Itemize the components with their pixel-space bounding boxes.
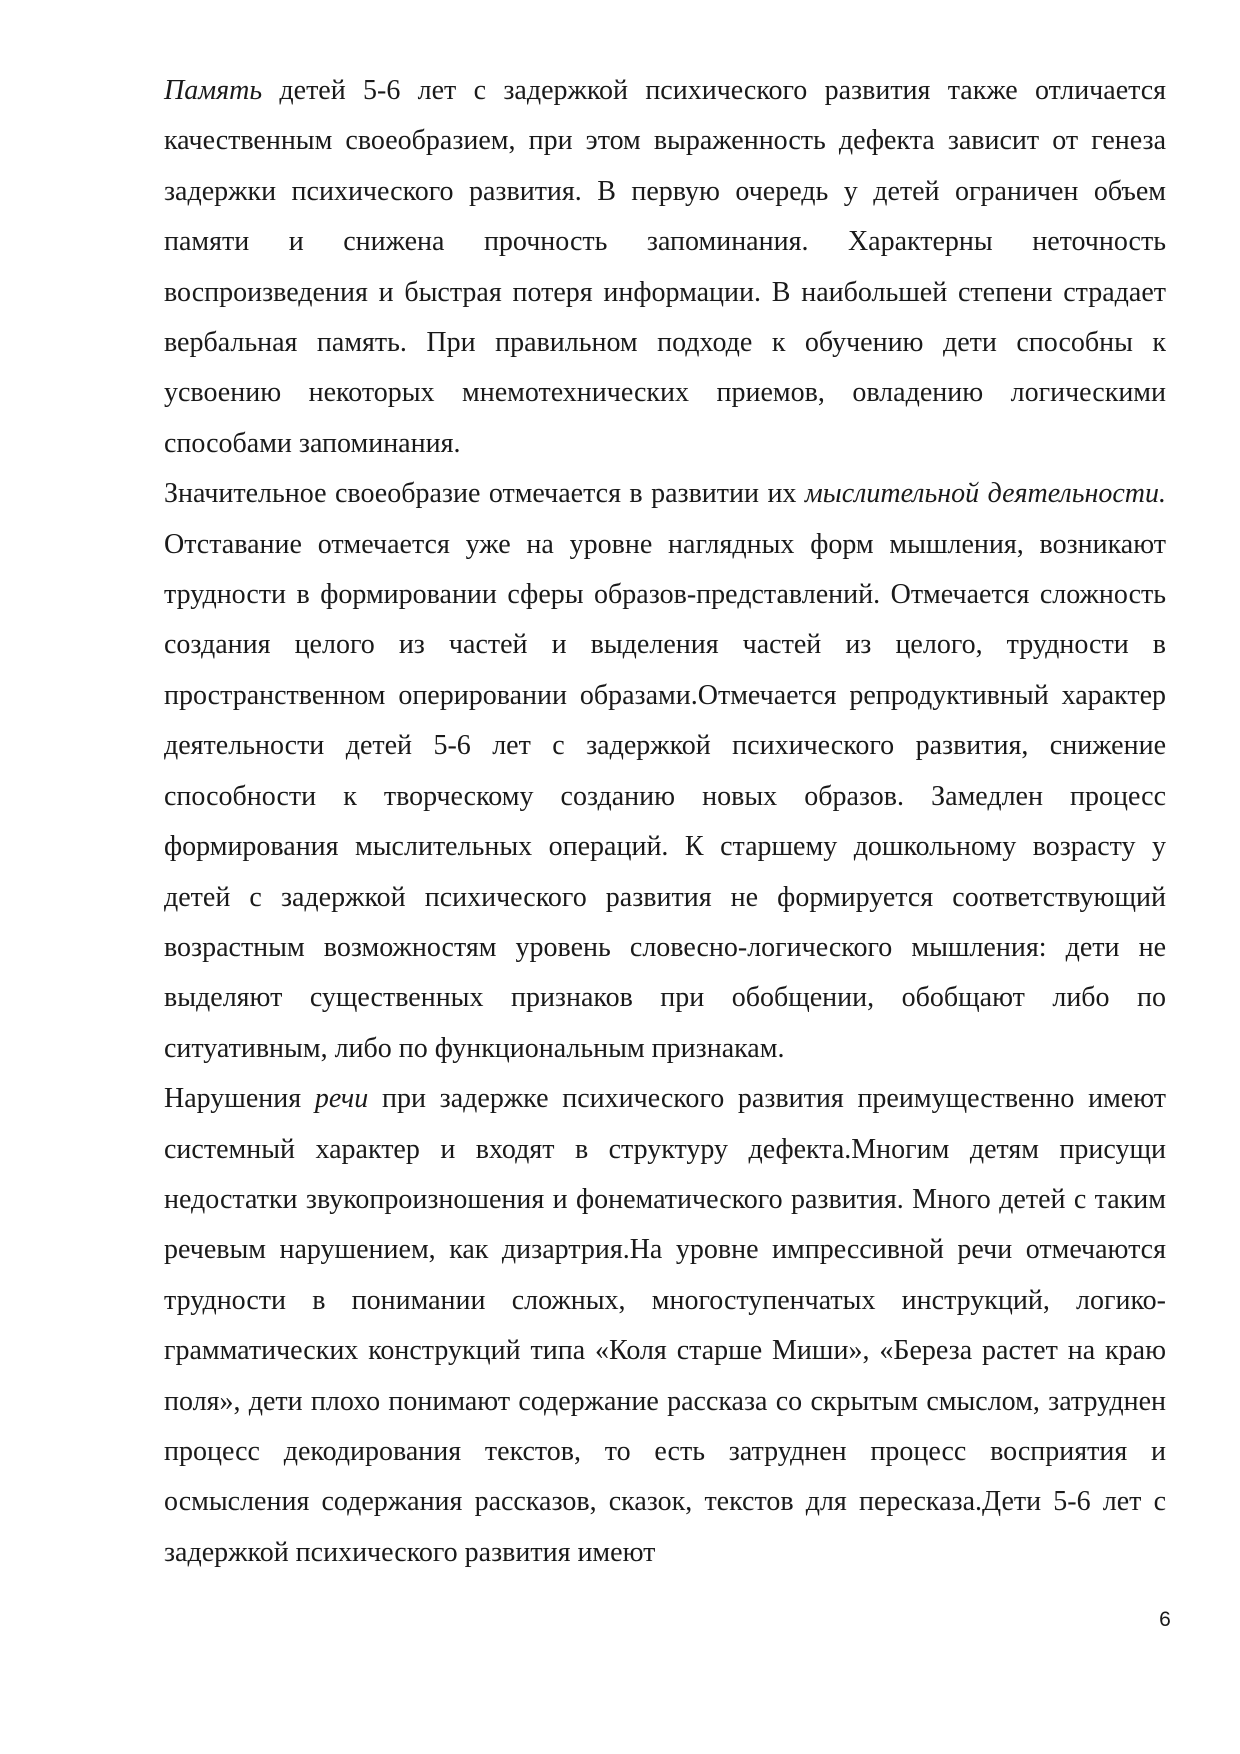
italic-term-memory: Память — [164, 75, 263, 106]
italic-term-speech: речи — [314, 1083, 369, 1115]
page-number: 6 — [1159, 1608, 1171, 1631]
italic-term-thinking: мыслительной деятельности. — [804, 478, 1166, 510]
document-body — [164, 66, 1166, 1578]
paragraph-text: Нарушения — [164, 1083, 315, 1115]
paragraph-speech — [164, 1074, 1166, 1578]
paragraph-text: Отставание отмечается уже на уровне наглядных форм мышления, возникают трудности в формировании сферы образов-представлений. Отмечается сложность создания целого из частей и выделения частей из целого, трудности в пространственном оперировании образами.Отмечается репродуктивный характер деятельности детей 5-6 лет с задержкой психического развития, снижение способности к творческому созданию новых образов. Замедлен процесс формирования мыслительных операций. К старшему дошкольному возрасту у детей с задержкой психического развития не формируется соответствующий возрастным возможностям уровень словесно-логического мышления: дети не выделяют существенных признаков при обобщении, обобщают либо по ситуативным, либо по функциональным признакам. — [164, 528, 1166, 1064]
paragraph-memory — [164, 66, 1166, 469]
paragraph-text: при задержке психического развития преимущественно имеют системный характер и входят в структуру дефекта.Многим детям присущи недостатки звукопроизношения и фонематического развития. Много детей с таким речевым нарушением, как дизартрия.На уровне импрессивной речи отмечаются трудности в понимании сложных, многоступенчатых инструкций, логико-грамматических конструкций типа «Коля старше Миши», «Береза растет на краю поля», дети плохо понимают содержание рассказа со скрытым смыслом, затруднен процесс декодирования текстов, то есть затруднен процесс восприятия и осмысления содержания рассказов, сказок, текстов для пересказа.Дети 5-6 лет с задержкой психического развития имеют — [164, 1083, 1166, 1568]
paragraph-thinking — [164, 469, 1166, 1074]
paragraph-text: Значительное своеобразие отмечается в развитии их — [164, 478, 805, 510]
paragraph-text: детей 5-6 лет с задержкой психического развития также отличается качественным своеобразием, при этом выраженность дефекта зависит от генеза задержки психического развития. В первую очередь у детей ограничен объем памяти и снижена прочность запоминания. Характерны неточность воспроизведения и быстрая потеря информации. В наибольшей степени страдает вербальная память. При правильном подходе к обучению дети способны к усвоению некоторых мнемотехнических приемов, овладению логическими способами запоминания. — [164, 75, 1166, 459]
